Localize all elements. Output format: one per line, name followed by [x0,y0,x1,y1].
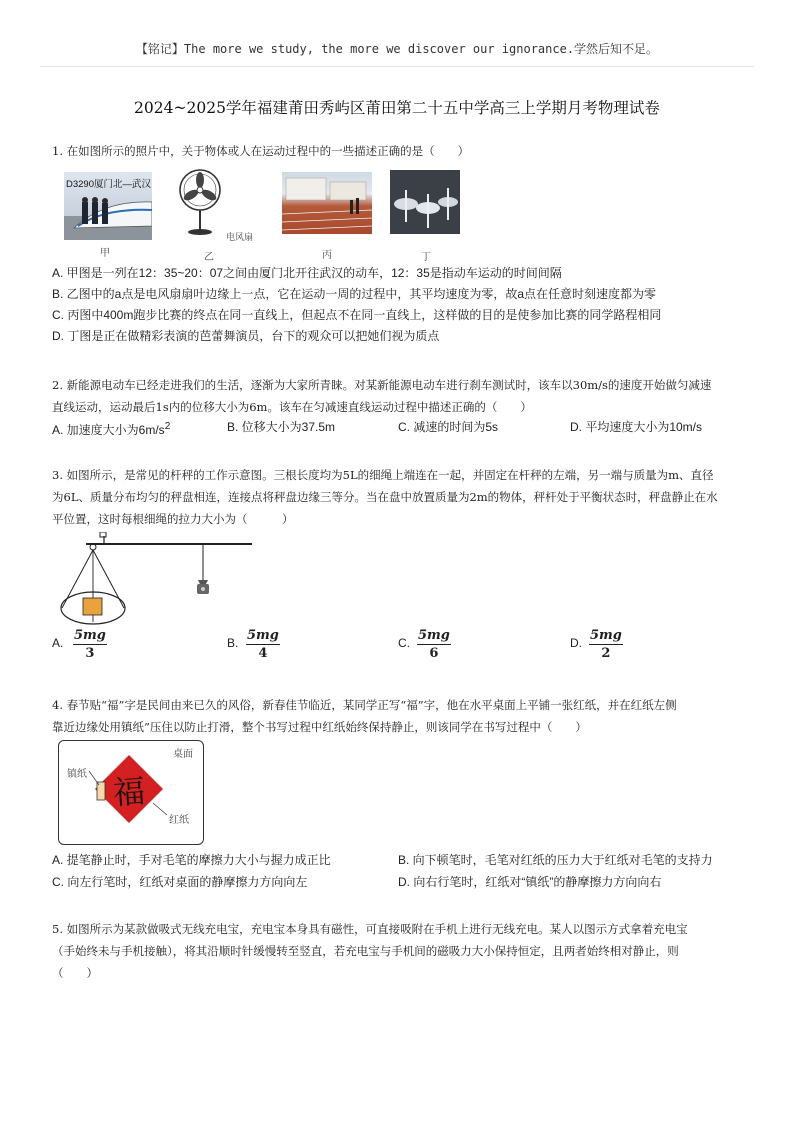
caption-jia: 甲 [100,248,110,259]
q3-option-d-numerator: 5mg [590,628,622,643]
ballet-illustration [390,170,460,234]
q5-stem-line1: 5. 如图所示为某款做吸式无线充电宝，充电宝本身具有磁性，可直接吸附在手机上进行无线充电。某人以图示方式拿着充电宝 [52,922,688,936]
track-photo [282,172,372,234]
fan-label: 电风扇 [226,232,254,242]
steelyard-diagram [56,532,258,628]
ballet-photo [390,170,460,234]
q5-stem-line2: （手始终未与手机接触），将其沿顺时针缓慢转至竖直，若充电宝与手机间的磁吸力大小保持恒定，且两者始终相对静止，则 [52,944,679,958]
header-divider [40,66,754,67]
q3-option-d-fraction [589,628,623,661]
q3-option-d-denominator: 2 [601,646,611,661]
q2-stem-line2: 直线运动，运动最后1s内的位移大小为6m。该车在匀减速直线运动过程中描述正确的（ ） [52,400,532,414]
q3-option-a-fraction [73,628,107,661]
motto-header: 【铭记】The more we study, the more we discover our ignorance.学然后知不足。 [135,42,659,56]
q1-option-b: B. 乙图中的a点是电风扇扇叶边缘上一点，它在运动一周的过程中，其平均速度为零，故a点在任意时刻速度都为零 [52,287,657,301]
q1-option-d: D. 丁图是正在做精彩表演的芭蕾舞演员，台下的观众可以把她们视为质点 [52,329,440,343]
desk-diagram [58,740,204,845]
q3-option-b-fraction [246,628,280,661]
q3-option-a-letter: A. [52,636,64,650]
q5-stem-line3: （ ） [52,966,98,980]
track-illustration [282,172,372,234]
q4-stem-line2: 靠近边缘处用镇纸”压住以防止打滑，整个书写过程中红纸始终保持静止，则该同学在书写过程中（ ） [52,720,587,734]
caption-yi: 乙 [204,252,214,263]
q2-stem-line1: 2. 新能源电动车已经走进我们的生活，逐渐为大家所青睐。对某新能源电动车进行刹车测试时，该车以30m/s的速度开始做匀减速 [52,378,712,392]
q3-stem-line2: 为6L、质量分布均匀的秤盘相连，连接点将秤盘边缘三等分。当在盘中放置质量为2m的物体，秤杆处于平衡状态时，秤盘静止在水 [52,490,718,504]
q3-option-a-denominator: 3 [85,646,95,661]
desk-label: 桌面 [173,749,193,760]
q4-option-a: A. 提笔静止时，手对毛笔的摩擦力大小与握力成正比 [52,853,331,867]
q3-stem-line3: 平位置，这时每根细绳的拉力大小为（ ） [52,512,294,526]
q3-option-d-letter: D. [570,636,582,650]
q3-option-b-denominator: 4 [258,646,268,661]
q2-option-a [52,418,170,439]
caption-bing: 丙 [322,250,332,261]
q4-option-b: B. 向下顿笔时，毛笔对红纸的压力大于红纸对毛笔的支持力 [398,853,713,867]
q2-option-a-exponent: 2 [164,421,171,432]
train-label: D3290厦门北—武汉 [66,179,151,190]
q4-stem-line1: 4. 春节贴“福”字是民间由来已久的风俗，新春佳节临近，某同学正写“福”字，他在水平桌面上平铺一张红纸，并在红纸左侧 [52,698,677,712]
q3-option-c-letter: C. [398,636,410,650]
q1-option-c: C. 丙图中400m跑步比赛的终点在同一直线上，但起点不在同一直线上，这样做的目的是使参加比赛的同学路程相同 [52,308,662,322]
q2-option-b: B. 位移大小为37.5m [227,420,336,434]
q3-option-b-numerator: 5mg [247,628,279,643]
paperweight-label: 镇纸 [67,769,87,780]
q3-stem-line1: 3. 如图所示，是常见的杆秤的工作示意图。三根长度均为5L的细绳上端连在一起，并固定在杆秤的左端，另一端与质量为m、直径 [52,468,714,482]
q3-option-b-letter: B. [227,636,239,650]
q3-option-c-fraction [417,628,451,661]
q3-option-a-numerator: 5mg [74,628,106,643]
exam-title: 2024~2025学年福建莆田秀屿区莆田第二十五中学高三上学期月考物理试卷 [134,99,660,117]
caption-ding: 丁 [421,252,431,263]
q2-option-d: D. 平均速度大小为10m/s [570,420,703,434]
q2-option-a-text: A. 加速度大小为6m/s [52,423,165,437]
q1-stem: 1. 在如图所示的照片中，关于物体或人在运动过程中的一些描述正确的是（ ） [52,144,470,158]
fu-character: 福 [111,771,147,813]
q2-option-c: C. 减速的时间为5s [398,420,499,434]
q3-option-c-numerator: 5mg [418,628,450,643]
q1-option-a: A. 甲图是一列在12：35~20：07之间由厦门北开往武汉的动车，12：35是指动车运动的时间间隔 [52,266,562,280]
q3-option-c-denominator: 6 [429,646,439,661]
red-paper-label: 红纸 [169,815,189,826]
q4-option-c: C. 向左行笔时，红纸对桌面的静摩擦力方向向左 [52,875,308,889]
q4-option-d: D. 向右行笔时，红纸对“镇纸”的静摩擦力方向向右 [398,875,662,889]
